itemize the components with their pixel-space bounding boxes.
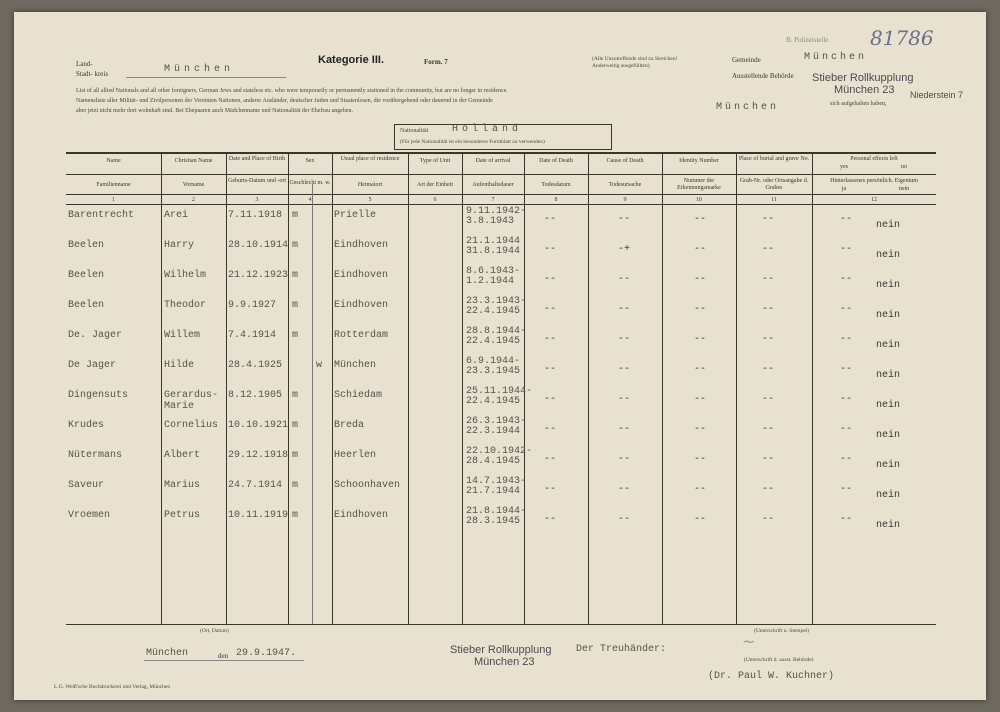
cell-arrival-from: 8.6.1943- [466, 266, 521, 277]
cell-dash: -- [618, 304, 631, 315]
cell-dash: -- [694, 244, 707, 255]
col-header-burial: Place of burial and grave No. [738, 156, 810, 162]
col-divider [812, 152, 813, 624]
cell-dash: -- [694, 334, 707, 345]
cell-residence: München [334, 360, 377, 371]
cell-birth: 7.4.1914 [228, 330, 277, 341]
cell-arrival-from: 6.9.1944- [466, 356, 521, 367]
col-header-name: Name [106, 158, 121, 164]
treuhaender-label: Der Treuhänder: [576, 644, 667, 655]
cell-dash: -- [694, 454, 707, 465]
cell-arrival-from: 14.7.1943- [466, 476, 527, 487]
cell-family-name: Vroemen [68, 510, 111, 521]
cell-arrival-to: 22.4.1945 [466, 396, 521, 407]
effects-yes: yes [840, 164, 848, 170]
col-header-death-cause: Cause of Death [606, 158, 644, 164]
cell-sex: m [292, 270, 299, 281]
cell-dash: -- [694, 394, 707, 405]
gemeinde-label: Gemeinde [732, 56, 761, 64]
cell-dash: -- [694, 364, 707, 375]
cell-first-name: Marius [164, 480, 201, 491]
signer-name: (Dr. Paul W. Kuchner) [708, 671, 835, 682]
handwritten-number: 81786 [870, 26, 934, 50]
col-num: 10 [696, 197, 702, 203]
col-sub-first: Vorname [182, 182, 205, 188]
cell-residence: Eindhoven [334, 240, 389, 251]
nationality-value: Holland [452, 124, 523, 135]
cell-residence: Eindhoven [334, 300, 389, 311]
cell-sex: m [292, 210, 299, 221]
cell-birth: 29.12.1918 [228, 450, 289, 461]
land-value: München [164, 64, 235, 75]
alle-note-1: (Alle Unzutreffende sind zu Streichen! [592, 56, 678, 62]
stadt-kreis-label: Stadt- kreis [76, 70, 109, 78]
cell-dash: -- [544, 274, 557, 285]
cell-family-name: Dingensuts [68, 390, 129, 401]
cell-effects: nein [876, 250, 901, 261]
col-header-birth: Date and Place of Birth [228, 156, 286, 162]
col-sub-birth: Geburts-Datum und -ort [228, 178, 286, 184]
cell-dash: -- [544, 334, 557, 345]
cell-first-name-2: Marie [164, 401, 195, 412]
footer-date: 29.9.1947. [236, 648, 297, 659]
cell-family-name: Saveur [68, 480, 105, 491]
cell-sex: m [292, 240, 299, 251]
intro-municipality: München [716, 102, 780, 113]
cell-arrival-from: 9.11.1942- [466, 206, 527, 217]
cell-arrival-from: 25.11.1944- [466, 386, 533, 397]
ort-datum-label: (Ort, Datum) [200, 628, 229, 634]
col-divider [588, 152, 589, 624]
cell-dash: -- [762, 454, 775, 465]
col-divider [288, 152, 289, 624]
cell-dash: -- [544, 424, 557, 435]
cell-family-name: Beelen [68, 270, 105, 281]
cell-dash: -- [840, 304, 853, 315]
cell-birth: 10.10.1921 [228, 420, 289, 431]
cell-sex: m [292, 420, 299, 431]
gemeinde-value: München [804, 52, 868, 63]
cell-dash: -- [762, 244, 775, 255]
col-divider [408, 152, 409, 624]
den-label: den [218, 652, 229, 660]
cell-dash: -- [618, 424, 631, 435]
footer-place: München [146, 648, 189, 659]
archive-stamp: B. Polizeistelle [786, 36, 829, 44]
ausstellende-label: Ausstellende Behörde [732, 72, 794, 80]
col-sub-death-date: Todesdatum [541, 182, 571, 188]
col-sub-death-cause: Todesursache [608, 182, 642, 188]
cell-arrival-to: 3.8.1943 [466, 216, 515, 227]
cell-dash: -- [840, 334, 853, 345]
cell-residence: Breda [334, 420, 365, 431]
cell-birth: 28.10.1914 [228, 240, 289, 251]
intro-line-1: List of all allied Nationals and all other foreigners, German Jews and stateless etc. who were temporarily or permanently stationed in the community, but are no longer in residence. [76, 88, 508, 94]
cell-effects: nein [876, 490, 901, 501]
cell-dash: -- [762, 484, 775, 495]
cell-arrival-from: 22.10.1942- [466, 446, 533, 457]
sex-subdivider [312, 184, 313, 624]
cell-dash: -- [694, 484, 707, 495]
header-stamp-name: Stieber Rollkupplung [812, 72, 914, 84]
form-number: Form. 7 [424, 58, 448, 66]
cell-dash: -- [762, 424, 775, 435]
table-top-rule [66, 152, 936, 154]
cell-effects: nein [876, 280, 901, 291]
cell-family-name: Beelen [68, 300, 105, 311]
cell-dash: -- [840, 514, 853, 525]
cell-dash: -- [544, 484, 557, 495]
cell-birth: 10.11.1919 [228, 510, 289, 521]
col-divider [226, 152, 227, 624]
table-number-rule [66, 204, 936, 205]
col-sub-arrival: Aufenthaltsdauer [472, 182, 514, 188]
cell-dash: -- [762, 214, 775, 225]
col-sub-burial: Grab-Nr. oder Ortsangabe d. Grabes [739, 178, 809, 191]
cell-dash: -+ [618, 244, 631, 255]
cell-residence: Schiedam [334, 390, 383, 401]
category-title: Kategorie III. [318, 54, 385, 66]
footer-stamp-name: Stieber Rollkupplung [450, 644, 552, 656]
cell-sex: m [292, 390, 299, 401]
cell-first-name: Wilhelm [164, 270, 207, 281]
col-sub-sex: Geschlecht m. w. [289, 180, 331, 186]
cell-arrival-to: 31.8.1944 [466, 246, 521, 257]
col-num: 12 [871, 197, 877, 203]
col-sub-residence: Heimatort [357, 182, 383, 188]
cell-arrival-from: 23.3.1943- [466, 296, 527, 307]
cell-dash: -- [762, 364, 775, 375]
cell-arrival-to: 28.4.1945 [466, 456, 521, 467]
cell-first-name: Petrus [164, 510, 201, 521]
col-header-arrival: Date of arrival [475, 158, 511, 164]
col-header-effects: Personal effects left [850, 156, 898, 162]
nationality-note: (Für jede Nationalität ist ein besonderes Formblatt zu verwenden) [400, 139, 545, 145]
cell-arrival-to: 21.7.1944 [466, 486, 521, 497]
col-num: 8 [554, 197, 558, 203]
date-underline [144, 660, 304, 661]
intro-line-3: aber jetzt nicht mehr dort wohnhaft sind. Bei Ehepaaren auch Mädchenname und Nationalität der Ehefrau angeben. [76, 108, 354, 114]
cell-family-name: Nütermans [68, 450, 123, 461]
col-num: 7 [491, 197, 495, 203]
cell-dash: -- [694, 424, 707, 435]
col-sub-name: Familienname [96, 182, 131, 188]
cell-sex: w [316, 360, 323, 371]
cell-arrival-from: 21.1.1944 [466, 236, 521, 247]
cell-arrival-to: 22.4.1945 [466, 306, 521, 317]
col-sub-unit: Art der Einheit [417, 182, 453, 188]
cell-dash: -- [694, 214, 707, 225]
cell-dash: -- [618, 334, 631, 345]
cell-dash: -- [544, 304, 557, 315]
cell-dash: -- [762, 334, 775, 345]
cell-dash: -- [544, 244, 557, 255]
col-divider [462, 152, 463, 624]
printer-line: L.G. Weiß'sche Buchdruckerei und Verlag, München [54, 684, 171, 690]
cell-arrival-to: 23.3.1945 [466, 366, 521, 377]
cell-family-name: Krudes [68, 420, 105, 431]
col-header-first: Christian Name [174, 158, 213, 164]
cell-family-name: De Jager [68, 360, 117, 371]
cell-effects: nein [876, 520, 901, 531]
cell-first-name: Theodor [164, 300, 207, 311]
cell-birth: 9.9.1927 [228, 300, 277, 311]
cell-dash: -- [618, 394, 631, 405]
cell-birth: 7.11.1918 [228, 210, 283, 221]
header-stamp-street: Niederstein 7 [910, 90, 964, 100]
cell-effects: nein [876, 340, 901, 351]
cell-birth: 8.12.1905 [228, 390, 283, 401]
cell-first-name: Arei [164, 210, 189, 221]
cell-family-name: Beelen [68, 240, 105, 251]
col-num: 1 [112, 197, 115, 203]
cell-dash: -- [840, 454, 853, 465]
col-num: 11 [771, 197, 777, 203]
col-header-identity: Identity Number [679, 158, 719, 164]
cell-dash: -- [544, 394, 557, 405]
cell-arrival-from: 26.3.1943- [466, 416, 527, 427]
cell-first-name: Hilde [164, 360, 195, 371]
table-bottom-rule [66, 624, 936, 625]
cell-residence: Eindhoven [334, 270, 389, 281]
col-header-residence: Usual place of residence [340, 156, 400, 162]
table-mid-rule [66, 174, 936, 175]
col-num: 2 [192, 197, 195, 203]
col-header-death-date: Date of Death [539, 158, 573, 164]
cell-dash: -- [694, 304, 707, 315]
cell-dash: -- [544, 454, 557, 465]
effects-ja: ja [841, 186, 847, 192]
cell-dash: -- [762, 514, 775, 525]
cell-dash: -- [840, 274, 853, 285]
cell-dash: -- [544, 514, 557, 525]
cell-effects: nein [876, 460, 901, 471]
col-num: 3 [255, 197, 259, 203]
cell-first-name: Willem [164, 330, 201, 341]
cell-family-name: De. Jager [68, 330, 123, 341]
cell-birth: 21.12.1923 [228, 270, 289, 281]
cell-arrival-to: 22.4.1945 [466, 336, 521, 347]
col-num: 9 [623, 197, 627, 203]
cell-birth: 24.7.1914 [228, 480, 283, 491]
effects-nein: nein [898, 186, 910, 192]
col-divider [161, 152, 162, 624]
cell-dash: -- [694, 274, 707, 285]
col-num: 6 [433, 197, 437, 203]
alle-note-2: Anderweitig ausgefüllten) [592, 63, 650, 69]
cell-arrival-from: 28.8.1944- [466, 326, 527, 337]
col-sub-identity: Nummer der Erkennungsmarke [677, 178, 721, 191]
effects-no: no [901, 164, 907, 170]
cell-dash: -- [618, 274, 631, 285]
cell-first-name: Harry [164, 240, 195, 251]
land-label: Land- [76, 60, 93, 68]
cell-effects: nein [876, 220, 901, 231]
signature-label-2: (Unterschrift d. ausst. Behörde) [744, 657, 814, 663]
cell-dash: -- [762, 304, 775, 315]
cell-dash: -- [544, 214, 557, 225]
cell-effects: nein [876, 310, 901, 321]
cell-sex: m [292, 300, 299, 311]
cell-residence: Prielle [334, 210, 377, 221]
cell-dash: -- [840, 214, 853, 225]
cell-arrival-from: 21.8.1944- [466, 506, 527, 517]
land-underline [126, 77, 286, 78]
cell-dash: -- [840, 364, 853, 375]
cell-effects: nein [876, 370, 901, 381]
col-divider [662, 152, 663, 624]
cell-first-name: Cornelius [164, 420, 219, 431]
cell-sex: m [292, 480, 299, 491]
intro-line-2: Namensliste aller Militär- und Zivilpersonen der Vereinten Nationen, anderer Ausländer, deutscher Juden und Staatenlosen, die vorübergehend oder dauernd in der Gemeinde [76, 98, 493, 104]
col-num: 4 [308, 197, 312, 203]
cell-dash: -- [544, 364, 557, 375]
cell-first-name: Gerardus- [164, 390, 219, 401]
signature-label-1: (Unterschrift u. Stempel) [754, 628, 810, 634]
cell-sex: m [292, 330, 299, 341]
table-header-rule [66, 194, 936, 195]
cell-residence: Rotterdam [334, 330, 389, 341]
cell-dash: -- [618, 454, 631, 465]
cell-dash: -- [840, 244, 853, 255]
col-divider [332, 152, 333, 624]
cell-sex: m [292, 450, 299, 461]
cell-dash: -- [618, 514, 631, 525]
cell-sex: m [292, 510, 299, 521]
cell-dash: -- [840, 424, 853, 435]
handwritten-signature: ~ [742, 632, 756, 651]
cell-dash: -- [618, 364, 631, 375]
nationality-label: Nationalität [400, 128, 429, 134]
cell-residence: Eindhoven [334, 510, 389, 521]
cell-arrival-to: 28.3.1945 [466, 516, 521, 527]
col-num: 5 [368, 197, 372, 203]
col-divider [736, 152, 737, 624]
cell-first-name: Albert [164, 450, 201, 461]
cell-family-name: Barentrecht [68, 210, 135, 221]
form-sheet [14, 12, 986, 700]
cell-residence: Schoonhaven [334, 480, 401, 491]
cell-effects: nein [876, 430, 901, 441]
footer-stamp-city: München 23 [474, 656, 535, 668]
cell-arrival-to: 1.2.1944 [466, 276, 515, 287]
cell-dash: -- [762, 394, 775, 405]
cell-dash: -- [762, 274, 775, 285]
col-header-unit: Type of Unit [419, 158, 451, 164]
col-sub-effects: Hinterlassenes persönlich. Eigentum [830, 178, 918, 184]
cell-dash: -- [840, 484, 853, 495]
cell-effects: nein [876, 400, 901, 411]
cell-dash: -- [840, 394, 853, 405]
cell-dash: -- [618, 484, 631, 495]
col-header-sex: Sex [305, 158, 315, 164]
cell-birth: 28.4.1925 [228, 360, 283, 371]
cell-arrival-to: 22.3.1944 [466, 426, 521, 437]
intro-line-2-end: sich aufgehalten haben, [830, 101, 887, 107]
cell-dash: -- [618, 214, 631, 225]
cell-dash: -- [694, 514, 707, 525]
cell-residence: Heerlen [334, 450, 377, 461]
header-stamp-city: München 23 [834, 84, 895, 96]
